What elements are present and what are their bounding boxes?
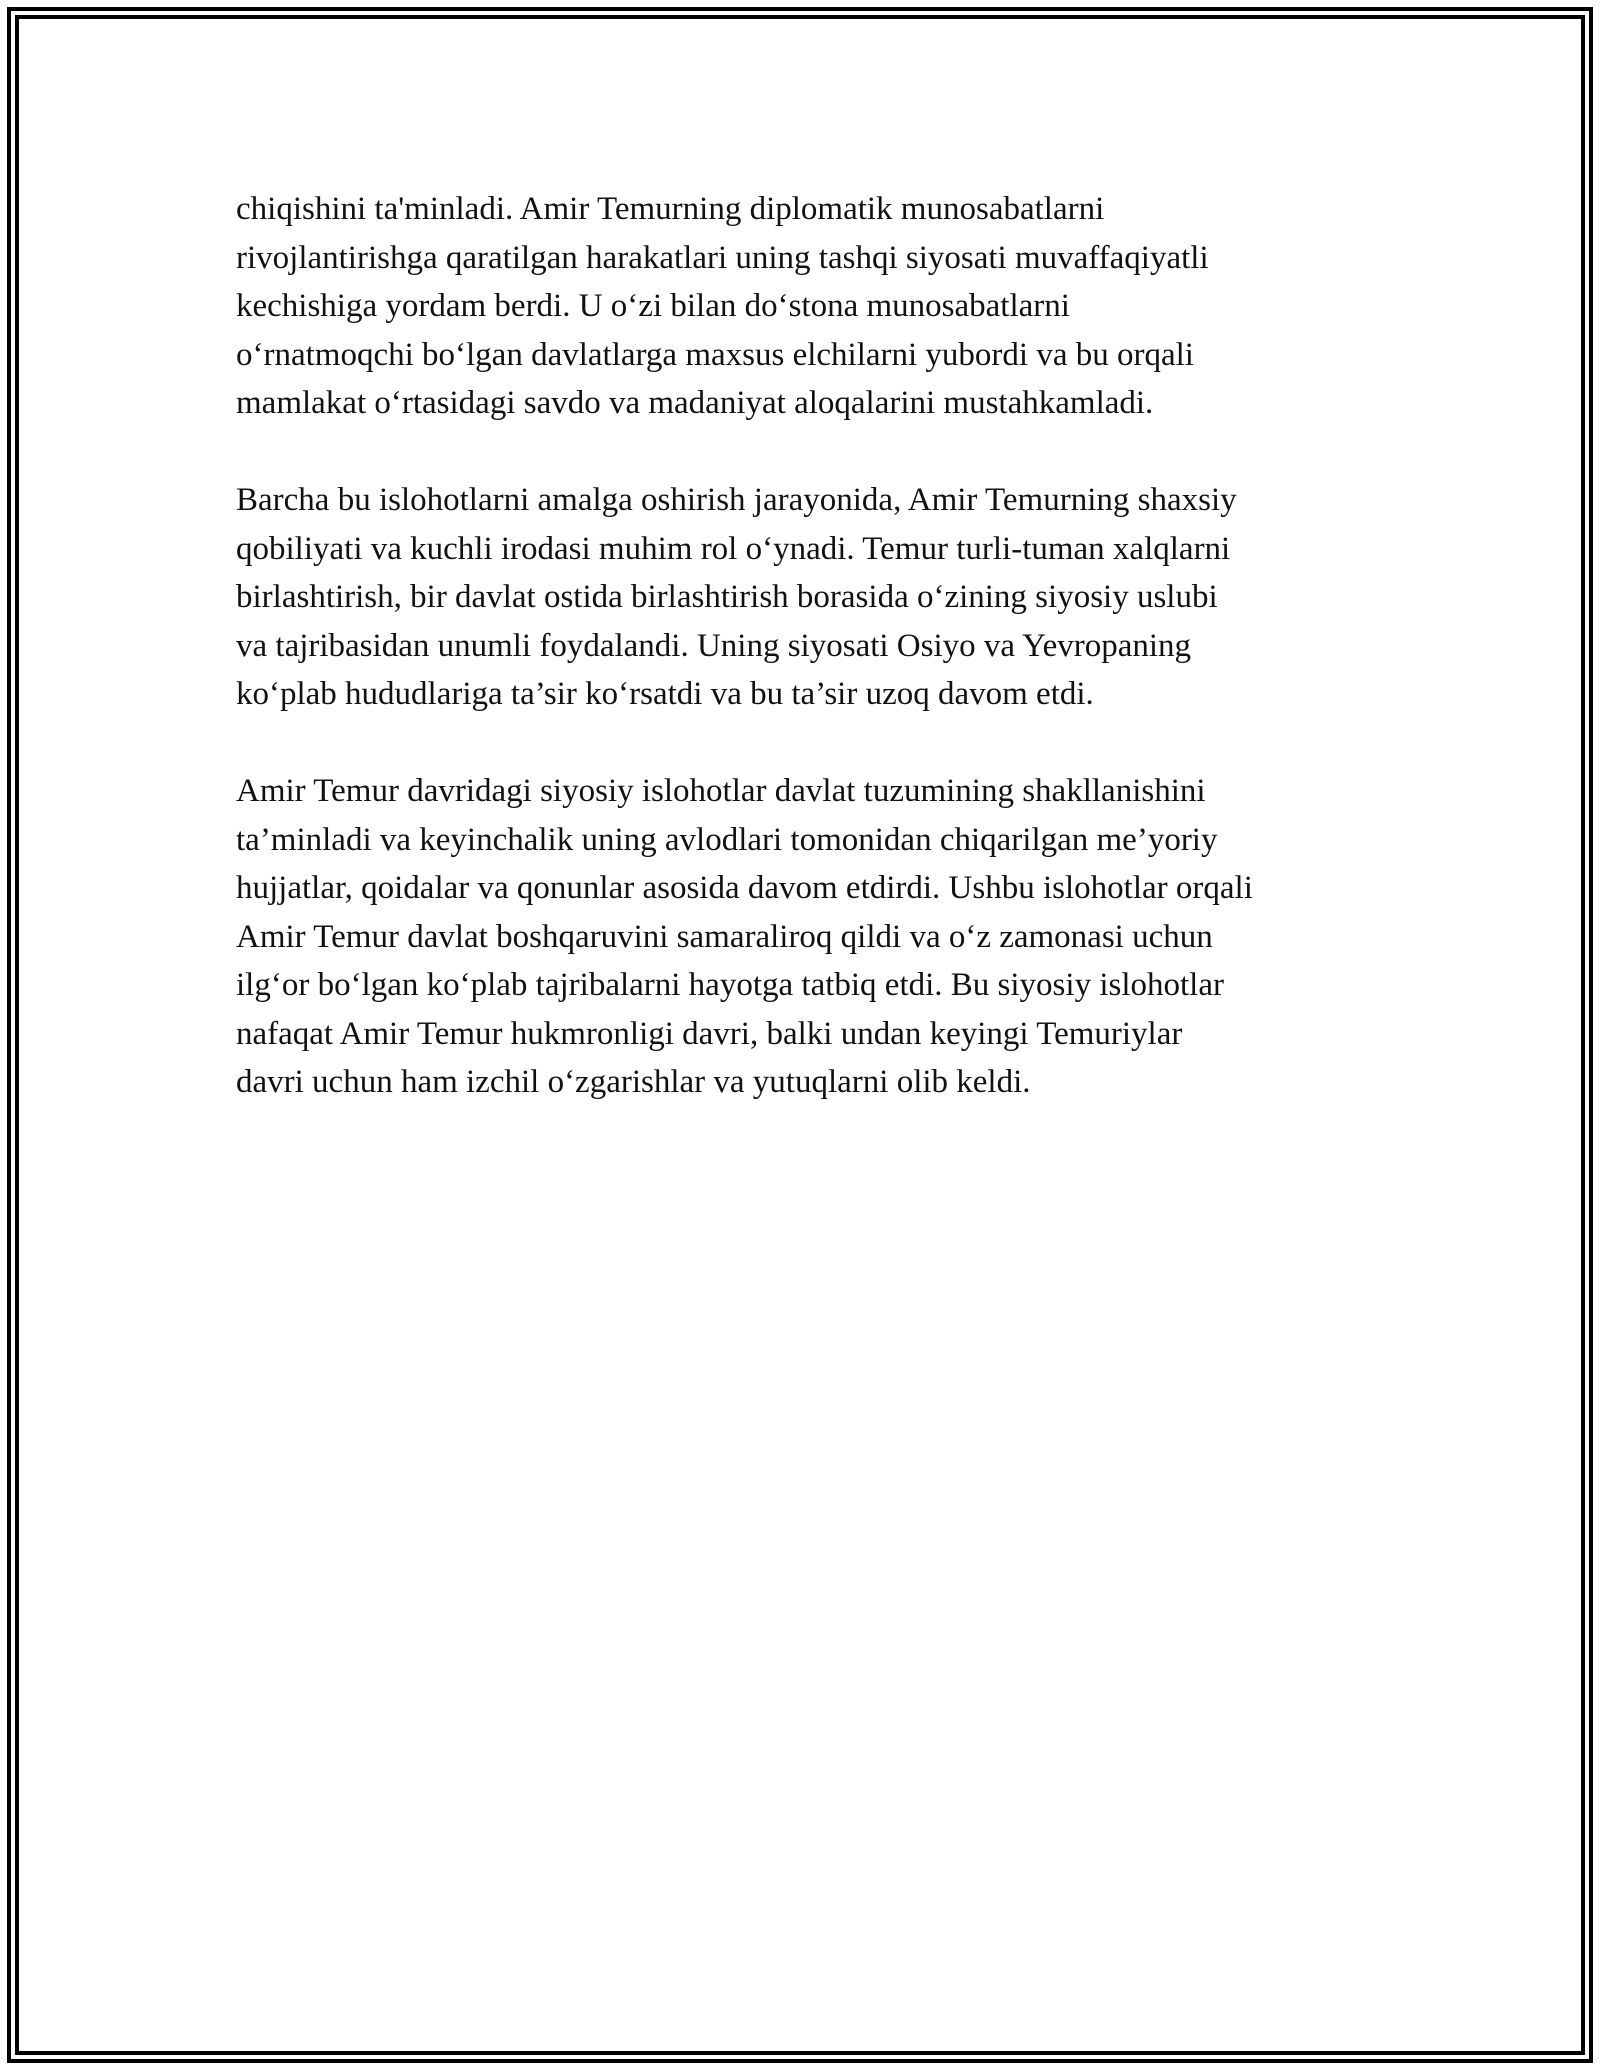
paragraph-3 [236, 767, 1376, 1107]
paragraph-1 [236, 185, 1376, 428]
text-line: koʻplab hududlariga ta’sir koʻrsatdi va bu ta’sir uzoq davom etdi. [236, 676, 1094, 712]
text-line: rivojlantirishga qaratilgan harakatlari uning tashqi siyosati muvaffaqiyatli [236, 239, 1209, 276]
text-line: hujjatlar, qoidalar va qonunlar asosida davom etdirdi. Ushbu islohotlar orqali [236, 870, 1253, 906]
text-line: Amir Temur davlat boshqaruvini samaraliroq qildi va oʻz zamonasi uchun [236, 918, 1213, 955]
text-line: mamlakat oʻrtasidagi savdo va madaniyat aloqalarini mustahkamladi. [236, 385, 1154, 421]
text-line: oʻrnatmoqchi boʻlgan davlatlarga maxsus elchilarni yubordi va bu orqali [236, 336, 1194, 373]
text-line: ilgʻor boʻlgan koʻplab tajribalarni hayotga tatbiq etdi. Bu siyosiy islohotlar [236, 967, 1224, 1003]
text-line: Barcha bu islohotlarni amalga oshirish jarayonida, Amir Temurning shaxsiy [236, 482, 1237, 518]
text-line: qobiliyati va kuchli irodasi muhim rol oʻynadi. Temur turli-tuman xalqlarni [236, 530, 1231, 567]
paragraph-2 [236, 476, 1376, 719]
text-line: chiqishini ta'minladi. Amir Temurning diplomatik munosabatlarni [236, 191, 1105, 227]
text-line: nafaqat Amir Temur hukmronligi davri, balki undan keyingi Temuriylar [236, 1015, 1183, 1052]
text-line: birlashtirish, bir davlat ostida birlashtirish borasida oʻzining siyosiy uslubi [236, 579, 1218, 615]
text-line: kechishiga yordam berdi. U oʻzi bilan doʻstona munosabatlarni [236, 288, 1070, 324]
text-line: ta’minladi va keyinchalik uning avlodlari tomonidan chiqarilgan me’yoriy [236, 821, 1218, 858]
text-line: davri uchun ham izchil oʻzgarishlar va yutuqlarni olib keldi. [236, 1064, 1031, 1100]
document-body [236, 185, 1376, 1155]
text-line: Amir Temur davridagi siyosiy islohotlar davlat tuzumining shakllanishini [236, 773, 1206, 809]
text-line: va tajribasidan unumli foydalandi. Uning siyosati Osiyo va Yevropaning [236, 627, 1192, 664]
